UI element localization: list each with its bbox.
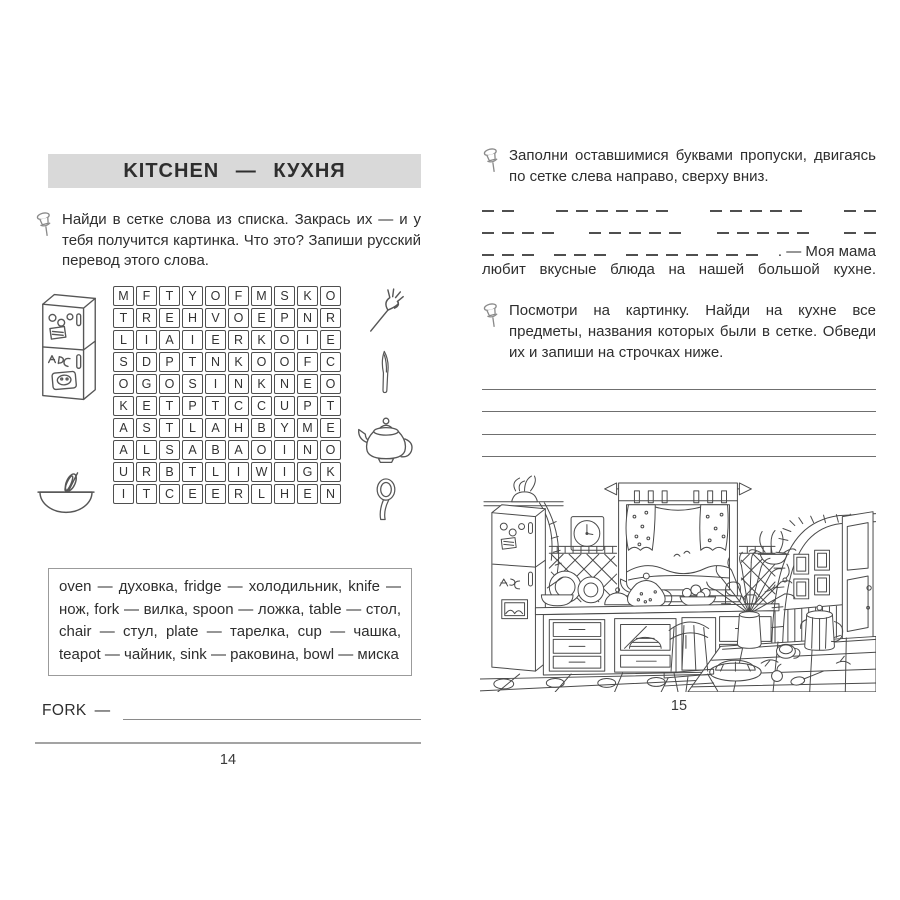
dash-group <box>482 232 554 239</box>
page-bottom-rule <box>35 742 421 744</box>
grid-cell[interactable]: K <box>251 374 272 394</box>
page-title-bar <box>48 154 421 188</box>
letter-blank[interactable] <box>626 254 638 256</box>
letter-blank[interactable] <box>636 210 648 212</box>
grid-cell[interactable]: E <box>182 484 203 504</box>
grid-cell[interactable]: I <box>136 330 157 350</box>
grid-cell[interactable]: A <box>113 418 134 438</box>
translation-lead: . — Моя мама <box>777 242 876 260</box>
letter-blank[interactable] <box>482 232 494 234</box>
grid-cell[interactable]: P <box>182 396 203 416</box>
grid-cell[interactable]: K <box>320 462 341 482</box>
letter-blank[interactable] <box>844 210 856 212</box>
blank-line <box>482 239 876 261</box>
grid-cell[interactable]: L <box>205 462 226 482</box>
grid-cell[interactable]: R <box>228 484 249 504</box>
pushpin-icon <box>35 210 55 272</box>
grid-cell[interactable]: T <box>182 352 203 372</box>
letter-blank[interactable] <box>554 254 566 256</box>
kitchen-illustration-wrap <box>480 469 876 692</box>
task-fill-blanks-text: Заполни оставшимися буквами пропуски, двигаясь по сетке слева направо, сверху вниз. <box>509 147 876 185</box>
letter-blank[interactable] <box>482 254 494 256</box>
task-find-words <box>35 210 421 272</box>
dash-group <box>589 232 681 239</box>
dash-group <box>710 210 802 217</box>
grid-cell[interactable]: K <box>228 352 249 372</box>
grid-cell[interactable]: I <box>205 374 226 394</box>
grid-cell[interactable]: E <box>205 484 226 504</box>
fork-answer-line[interactable] <box>123 705 421 720</box>
grid-cell[interactable]: C <box>320 352 341 372</box>
grid-cell[interactable]: F <box>297 352 318 372</box>
grid-cell[interactable]: O <box>274 352 295 372</box>
grid-cell[interactable]: S <box>159 440 180 460</box>
dash-group <box>844 232 876 239</box>
grid-cell[interactable]: A <box>205 418 226 438</box>
letter-blank[interactable] <box>686 254 698 256</box>
grid-cell[interactable]: R <box>136 462 157 482</box>
writing-line[interactable] <box>482 412 876 435</box>
grid-cell[interactable]: S <box>182 374 203 394</box>
knife-icon <box>374 346 398 398</box>
word-search-grid <box>113 286 341 526</box>
translation-tail: любит вкусные блюда на нашей большой кухне. <box>482 261 876 279</box>
letter-blank[interactable] <box>710 210 722 212</box>
dash-group <box>482 210 514 217</box>
letter-blank[interactable] <box>717 232 729 234</box>
grid-cell[interactable]: F <box>228 286 249 306</box>
blank-line <box>482 195 876 217</box>
grid-cell[interactable]: L <box>251 484 272 504</box>
grid-cell[interactable]: C <box>251 396 272 416</box>
grid-cell[interactable]: M <box>251 286 272 306</box>
task-find-words-text: Найди в сетке слова из списка. Закрась их — и у тебя получится картинка. Что это? Запиши русский перевод этого слова. <box>62 211 421 270</box>
grid-cell[interactable]: O <box>274 330 295 350</box>
grid-cell[interactable]: G <box>136 374 157 394</box>
letter-blank[interactable] <box>666 254 678 256</box>
grid-cell[interactable]: I <box>274 440 295 460</box>
kitchen-illustration <box>480 469 876 692</box>
grid-cell[interactable]: H <box>182 308 203 328</box>
writing-lines <box>482 367 876 457</box>
grid-cell[interactable]: D <box>136 352 157 372</box>
grid-cell[interactable]: E <box>297 374 318 394</box>
grid-cell[interactable]: S <box>136 418 157 438</box>
word-list: oven — духовка, fridge — холодильник, knife — нож, fork — вилка, spoon — ложка, table — стол, chair — стул, plate — тарелка, cup — чашка, teapot — чайник, sink — раковина, bowl — миска <box>59 578 401 663</box>
grid-cell[interactable]: O <box>320 374 341 394</box>
grid-cell[interactable]: N <box>228 374 249 394</box>
grid-cell[interactable]: P <box>159 352 180 372</box>
grid-cell[interactable]: O <box>320 286 341 306</box>
letter-blank[interactable] <box>609 232 621 234</box>
grid-cell[interactable]: O <box>251 440 272 460</box>
grid-cell[interactable]: I <box>274 462 295 482</box>
grid-cell[interactable]: O <box>113 374 134 394</box>
grid-cell[interactable]: P <box>297 396 318 416</box>
grid-cell[interactable]: T <box>159 396 180 416</box>
letter-blank[interactable] <box>864 232 876 234</box>
letter-blank[interactable] <box>629 232 641 234</box>
grid-cell[interactable]: E <box>159 308 180 328</box>
letter-blank[interactable] <box>589 232 601 234</box>
grid-cell[interactable]: A <box>159 330 180 350</box>
grid-cell[interactable]: I <box>297 330 318 350</box>
grid-cell[interactable]: U <box>274 396 295 416</box>
grid-cell[interactable]: T <box>205 396 226 416</box>
page-title: KITCHEN — КУХНЯ <box>123 159 346 182</box>
task-find-objects-text: Посмотри на картинку. Найди на кухне все предметы, названия которых были в сетке. Обведи их и запиши на строчках ниже. <box>509 302 876 361</box>
grid-cell[interactable]: K <box>113 396 134 416</box>
task-find-objects <box>482 301 876 363</box>
grid-cell[interactable]: O <box>205 286 226 306</box>
grid-cell[interactable]: L <box>136 440 157 460</box>
grid-cell[interactable]: B <box>159 462 180 482</box>
grid-cell[interactable]: L <box>182 418 203 438</box>
grid-cell[interactable]: B <box>205 440 226 460</box>
letter-blank[interactable] <box>746 254 758 256</box>
grid-cell[interactable]: K <box>251 330 272 350</box>
letter-blank[interactable] <box>757 232 769 234</box>
letter-blank[interactable] <box>730 210 742 212</box>
letter-blank[interactable] <box>726 254 738 256</box>
letter-blank[interactable] <box>616 210 628 212</box>
grid-cell[interactable]: T <box>159 286 180 306</box>
task-fill-blanks <box>482 146 876 187</box>
bowl-whisk-icon <box>35 470 97 522</box>
letter-blank[interactable] <box>502 210 514 212</box>
letter-blank[interactable] <box>576 210 588 212</box>
word-list-box <box>48 568 412 676</box>
grid-cell[interactable]: F <box>136 286 157 306</box>
grid-cell[interactable]: E <box>251 308 272 328</box>
fork-icon <box>365 286 407 336</box>
grid-cell[interactable]: A <box>182 440 203 460</box>
page-number-right: 15 <box>670 698 688 715</box>
answer-row <box>42 702 421 720</box>
word-search-zone <box>35 286 421 526</box>
grid-cell[interactable]: I <box>113 484 134 504</box>
spoon-icon <box>371 476 401 526</box>
dash-group <box>556 210 668 217</box>
letter-blanks <box>482 195 876 261</box>
grid-cell[interactable]: T <box>159 418 180 438</box>
letter-blank[interactable] <box>646 254 658 256</box>
grid-cell[interactable]: P <box>274 308 295 328</box>
letter-blank[interactable] <box>797 232 809 234</box>
fridge-icon <box>35 286 103 406</box>
letter-blank[interactable] <box>594 254 606 256</box>
letter-blank[interactable] <box>502 232 514 234</box>
dash-group <box>844 210 876 217</box>
grid-cell[interactable]: A <box>228 440 249 460</box>
grid-cell[interactable]: I <box>182 330 203 350</box>
letter-blank[interactable] <box>844 232 856 234</box>
grid-cell[interactable]: H <box>228 418 249 438</box>
letter-blank[interactable] <box>502 254 514 256</box>
grid-cell[interactable]: O <box>228 308 249 328</box>
grid-cell[interactable]: B <box>251 418 272 438</box>
letter-blank[interactable] <box>656 210 668 212</box>
letter-blank[interactable] <box>669 232 681 234</box>
dash-group <box>626 254 758 261</box>
answer-label: FORK <box>42 702 87 720</box>
grid-cell[interactable]: K <box>297 286 318 306</box>
grid-cell[interactable]: N <box>320 484 341 504</box>
grid-cell[interactable]: O <box>320 440 341 460</box>
writing-line[interactable] <box>482 367 876 390</box>
grid-cell[interactable]: G <box>297 462 318 482</box>
grid-cell[interactable]: Y <box>182 286 203 306</box>
grid-cell[interactable]: E <box>297 484 318 504</box>
grid-cell[interactable]: T <box>113 308 134 328</box>
letter-blank[interactable] <box>770 210 782 212</box>
page-left <box>35 154 421 768</box>
grid-cell[interactable]: N <box>205 352 226 372</box>
writing-line[interactable] <box>482 390 876 413</box>
grid-cell[interactable]: U <box>113 462 134 482</box>
grid-cell[interactable]: R <box>228 330 249 350</box>
letter-blank[interactable] <box>864 210 876 212</box>
letter-blank[interactable] <box>706 254 718 256</box>
grid-cell[interactable]: N <box>297 308 318 328</box>
grid-cell[interactable]: O <box>159 374 180 394</box>
grid-cell[interactable]: R <box>320 308 341 328</box>
grid-cell[interactable]: V <box>205 308 226 328</box>
grid-cell[interactable]: M <box>113 286 134 306</box>
letter-blank[interactable] <box>596 210 608 212</box>
grid-cell[interactable]: N <box>274 374 295 394</box>
grid-cell[interactable]: H <box>274 484 295 504</box>
letter-blank[interactable] <box>790 210 802 212</box>
letter-blank[interactable] <box>522 254 534 256</box>
page-number-left: 14 <box>219 752 237 769</box>
grid-cell[interactable]: W <box>251 462 272 482</box>
teapot-icon <box>355 408 417 466</box>
letter-blank[interactable] <box>556 210 568 212</box>
pushpin-icon <box>482 301 502 363</box>
grid-cell[interactable]: T <box>182 462 203 482</box>
letter-blank[interactable] <box>542 232 554 234</box>
letter-blank[interactable] <box>737 232 749 234</box>
letter-blank[interactable] <box>750 210 762 212</box>
grid-cell[interactable]: E <box>136 396 157 416</box>
grid-cell[interactable]: E <box>320 418 341 438</box>
grid-cell[interactable]: I <box>228 462 249 482</box>
letter-blank[interactable] <box>522 232 534 234</box>
writing-line[interactable] <box>482 435 876 458</box>
grid-cell[interactable]: L <box>113 330 134 350</box>
page-right <box>482 146 876 714</box>
pushpin-icon <box>482 146 502 187</box>
grid-cell[interactable]: C <box>228 396 249 416</box>
grid-cell[interactable]: M <box>297 418 318 438</box>
grid-cell[interactable]: O <box>251 352 272 372</box>
grid-cell[interactable]: N <box>297 440 318 460</box>
grid-cell[interactable]: T <box>320 396 341 416</box>
grid-cell[interactable]: S <box>113 352 134 372</box>
dash-group <box>554 254 606 261</box>
answer-dash: — <box>94 702 111 720</box>
dash-group <box>717 232 809 239</box>
grid-cell[interactable]: E <box>205 330 226 350</box>
letter-blank[interactable] <box>777 232 789 234</box>
grid-cell[interactable]: T <box>136 484 157 504</box>
grid-cell[interactable]: E <box>320 330 341 350</box>
dash-group <box>482 254 534 261</box>
letter-blank[interactable] <box>649 232 661 234</box>
right-icons-column <box>351 286 421 526</box>
letter-blank[interactable] <box>482 210 494 212</box>
grid-cell[interactable]: S <box>274 286 295 306</box>
grid-cell[interactable]: A <box>113 440 134 460</box>
grid-cell[interactable]: R <box>136 308 157 328</box>
letter-blank[interactable] <box>574 254 586 256</box>
left-icons-column <box>35 286 111 522</box>
blank-line <box>482 217 876 239</box>
grid-cell[interactable]: Y <box>274 418 295 438</box>
grid-cell[interactable]: C <box>159 484 180 504</box>
